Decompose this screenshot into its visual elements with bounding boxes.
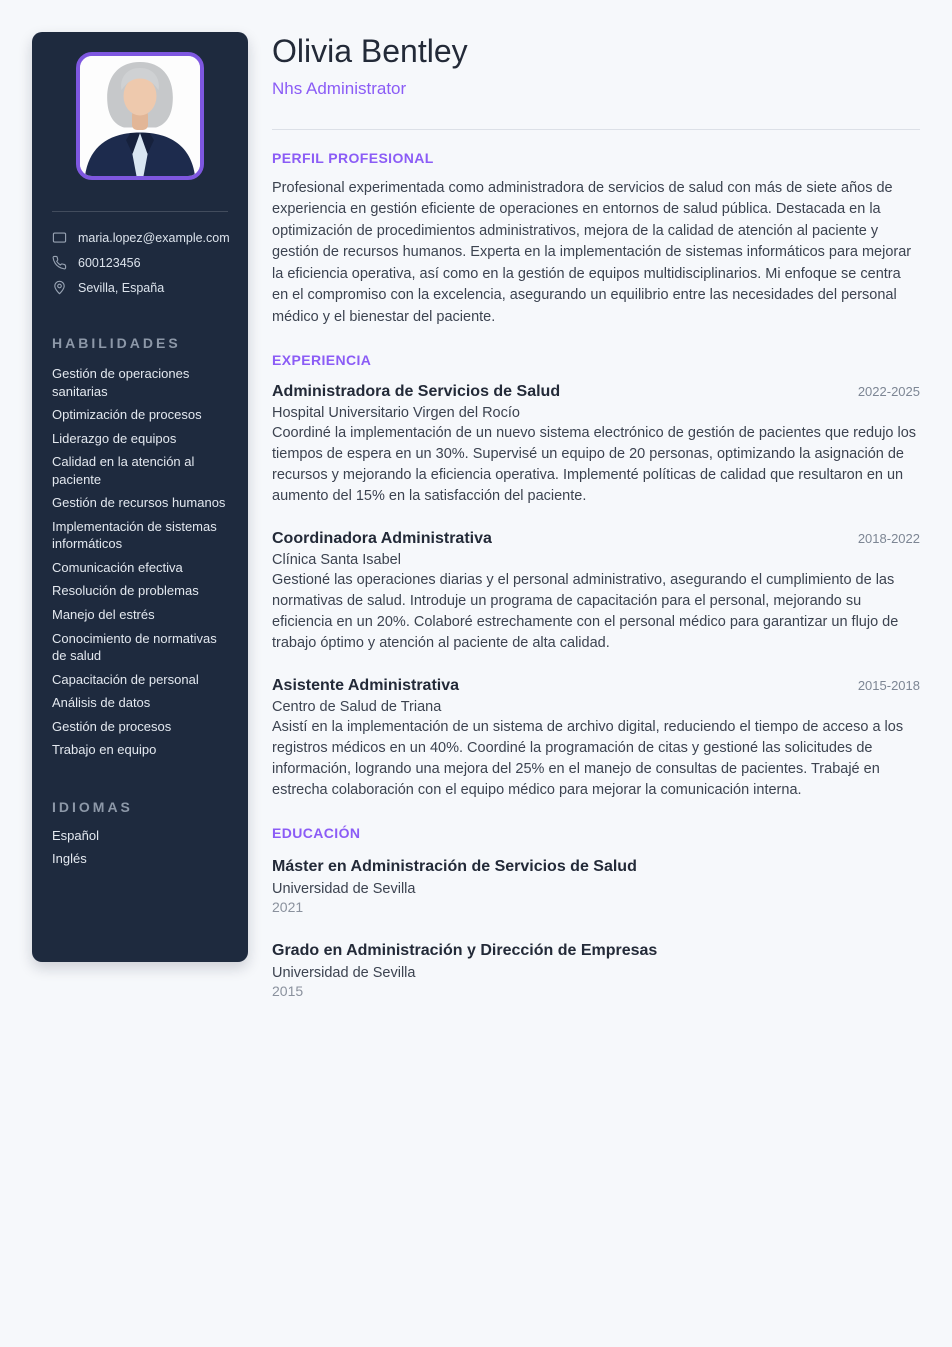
section-education <box>272 825 920 999</box>
job-dates: 2015-2018 <box>857 678 920 694</box>
education-entry <box>272 857 920 915</box>
skill-item: Calidad en la atención al paciente <box>52 454 195 487</box>
education-entry <box>272 941 920 999</box>
skill-item: Optimización de procesos <box>52 407 202 423</box>
job-description: Gestioné las operaciones diarias y el personal administrativo, asegurando el cumplimiento de las normativas de salud. Introduje un programa de capacitación para el personal, mejorando su eficiencia en un 20%. Colaboré estrechamente con el personal médico para garantizar un flujo de trabajo óptimo y atención al paciente de alta calidad. <box>272 572 899 652</box>
skill-item: Gestión de operaciones sanitarias <box>52 366 190 399</box>
section-profile <box>272 150 920 328</box>
language-item: Español <box>52 827 99 843</box>
job-title: Administradora de Servicios de Salud <box>272 382 561 400</box>
contact-email: maria.lopez@example.com <box>78 230 230 245</box>
skill-item: Manejo del estrés <box>52 607 155 623</box>
language-item: Inglés <box>52 851 87 867</box>
header-divider <box>272 129 920 130</box>
job-dates: 2018-2022 <box>857 531 920 547</box>
skill-item: Gestión de recursos humanos <box>52 495 226 511</box>
education-heading: EDUCACIÓN <box>272 825 361 842</box>
skill-item: Análisis de datos <box>52 695 151 711</box>
sidebar-divider <box>52 211 228 212</box>
job-dates: 2022-2025 <box>857 383 920 399</box>
education-year: 2015 <box>272 983 304 1000</box>
skill-item: Comunicación efectiva <box>52 559 183 575</box>
contact-list <box>48 230 232 295</box>
candidate-role: Nhs Administrator <box>272 78 407 98</box>
job-title: Asistente Administrativa <box>272 677 460 695</box>
skill-item: Capacitación de personal <box>52 671 199 687</box>
skill-item: Liderazgo de equipos <box>52 430 177 446</box>
candidate-name: Olivia Bentley <box>272 33 468 69</box>
education-school: Universidad de Sevilla <box>272 965 416 982</box>
job-description: Asistí en la implementación de un sistema de archivo digital, reduciendo el tiempo de acceso a los registros médicos en un 40%. Coordiné la programación de citas y gestioné las solicitudes de información, logrando una mejora del 25% en el manejo de consultas de pacientes. Trabajé en estrecha colaboración con el equipo médico para mejorar la comunicación interna. <box>272 719 904 799</box>
languages-list <box>48 827 232 868</box>
job-description: Coordiné la implementación de un nuevo sistema electrónico de gestión de pacientes que redujo los tiempos de espera en un 30%. Supervisé un equipo de 20 personas, optimizando la asignación de recursos y mejorando la eficiencia operativa. Implementé políticas de calidad que resultaron en un aumento del 15% en la satisfacción del paciente. <box>272 424 917 505</box>
skill-item: Implementación de sistemas informáticos <box>52 518 217 552</box>
contact-location: Sevilla, España <box>78 280 165 295</box>
contact-phone: 600123456 <box>78 255 141 270</box>
education-degree: Máster en Administración de Servicios de Salud <box>272 858 637 876</box>
job-entry <box>272 529 920 654</box>
contact-email-row <box>52 230 232 245</box>
profile-text: Profesional experimentada como administradora de servicios de salud con más de siete años de experiencia en gestión eficiente de operaciones en entornos de salud pública. Destacada en la optimización de procedimientos administrativos, mejora de la calidad de atención al paciente y gestión de recursos humanos. Experta en la implementación de sistemas informáticos para mejorar la eficiencia operativa, así como en la gestión de equipos multidisciplinarios. Mi enfoque se centra en el compromiso con la excelencia, asegurando un equilibrio entre las necesidades del personal médico y el bienestar del paciente. <box>272 179 912 325</box>
job-entry <box>272 676 920 801</box>
contact-phone-row <box>52 255 232 270</box>
job-entry-header <box>272 676 920 696</box>
sidebar <box>32 32 248 962</box>
section-experience <box>272 352 920 801</box>
contact-location-row <box>52 280 232 295</box>
skill-item: Gestión de procesos <box>52 718 172 734</box>
education-degree: Grado en Administración y Dirección de Empresas <box>272 942 658 960</box>
languages-heading: IDIOMAS <box>52 798 133 815</box>
job-company: Centro de Salud de Triana <box>272 699 442 716</box>
resume-main <box>272 32 920 999</box>
job-title: Coordinadora Administrativa <box>272 530 492 548</box>
phone-icon <box>52 255 67 270</box>
education-year: 2021 <box>272 899 304 916</box>
skill-item: Conocimiento de normativas de salud <box>52 630 217 664</box>
profile-heading: PERFIL PROFESIONAL <box>272 149 434 166</box>
job-entry-header <box>272 382 920 402</box>
profile-photo-illustration <box>80 56 200 176</box>
education-school: Universidad de Sevilla <box>272 881 416 898</box>
job-company: Clínica Santa Isabel <box>272 552 401 569</box>
job-entry <box>272 382 920 507</box>
experience-heading: EXPERIENCIA <box>272 351 372 368</box>
skills-list <box>48 365 232 759</box>
skill-item: Resolución de problemas <box>52 583 199 599</box>
skill-item: Trabajo en equipo <box>52 742 157 758</box>
job-company: Hospital Universitario Virgen del Rocío <box>272 404 520 421</box>
envelope-icon <box>52 230 67 245</box>
profile-photo <box>76 52 204 180</box>
job-entry-header <box>272 529 920 549</box>
location-pin-icon <box>52 280 67 295</box>
skills-heading: HABILIDADES <box>52 335 181 351</box>
